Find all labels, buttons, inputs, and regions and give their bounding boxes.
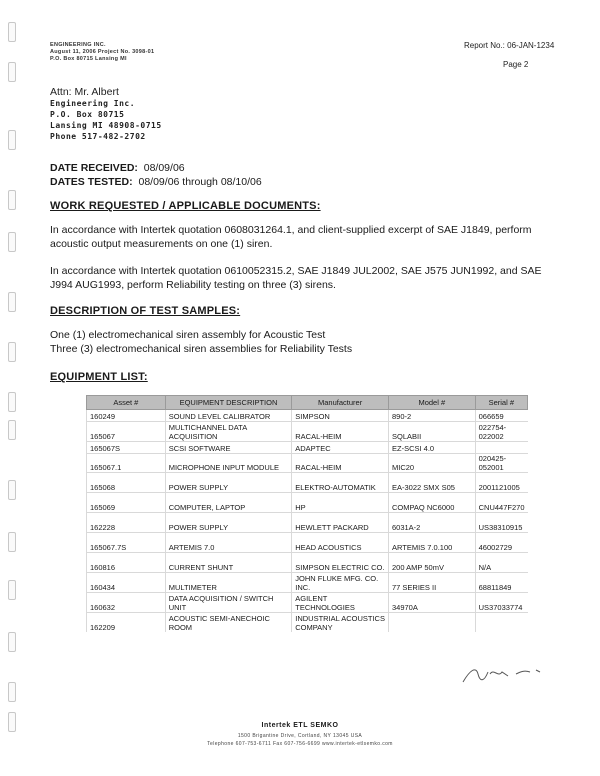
table-row [87, 454, 528, 473]
header-block [50, 42, 154, 63]
asset-cell: 160434 [87, 573, 166, 593]
model-cell: 34970A [388, 593, 475, 613]
description-cell: SOUND LEVEL CALIBRATOR [165, 410, 292, 422]
footer-contact: Telephone 607-753-6711 Fax 607-756-6699 www.intertek-etlsemko.com [207, 741, 393, 747]
punch-hole [8, 62, 16, 82]
test-samples-line-1: One (1) electromechanical siren assembly for Acoustic Test [50, 329, 326, 341]
punch-hole [8, 130, 16, 150]
work-requested-heading: WORK REQUESTED / APPLICABLE DOCUMENTS: [50, 200, 321, 212]
model-cell: COMPAQ NC6000 [388, 493, 475, 513]
punch-hole [8, 190, 16, 210]
punch-hole [8, 292, 16, 312]
manufacturer-cell: AGILENT TECHNOLOGIES [292, 593, 389, 613]
punch-hole [8, 392, 16, 412]
serial-cell: 066659 [475, 410, 527, 422]
table-row [87, 593, 528, 613]
manufacturer-cell: JOHN FLUKE MFG. CO. INC. [292, 573, 389, 593]
page-number: Page 2 [503, 60, 529, 69]
manufacturer-cell: RACAL-HEIM [292, 454, 389, 473]
punch-hole [8, 632, 16, 652]
model-cell: 6031A-2 [388, 513, 475, 533]
attention-line: Attn: Mr. Albert [50, 86, 119, 98]
model-cell: 200 AMP 50mV [388, 553, 475, 573]
asset-cell: 160816 [87, 553, 166, 573]
description-cell: SCSI SOFTWARE [165, 442, 292, 454]
punch-hole [8, 232, 16, 252]
column-header: EQUIPMENT DESCRIPTION [165, 396, 292, 410]
punch-hole [8, 682, 16, 702]
punch-hole [8, 480, 16, 500]
serial-cell: 68811849 [475, 573, 527, 593]
address-line: Lansing MI 48908-0715 [50, 121, 162, 130]
address-line: Phone 517-482-2702 [50, 132, 146, 141]
table-row [87, 613, 528, 633]
punch-hole [8, 22, 16, 42]
asset-cell: 160249 [87, 410, 166, 422]
asset-cell: 165067.7S [87, 533, 166, 553]
column-header: Model # [388, 396, 475, 410]
asset-cell: 165067S [87, 442, 166, 454]
serial-cell: US37033774 [475, 593, 527, 613]
manufacturer-cell: HP [292, 493, 389, 513]
model-cell: SQLABII [388, 422, 475, 442]
date-received-value: 08/09/06 [143, 162, 185, 174]
asset-cell: 162209 [87, 613, 166, 633]
punch-hole [8, 342, 16, 362]
header-line: ENGINEERING INC. [50, 42, 106, 48]
equipment-table [86, 395, 528, 632]
serial-cell: 022754-022002 [475, 422, 527, 442]
footer-address: 1500 Brigantine Drive, Cortland, NY 13045 USA [237, 733, 363, 739]
table-row [87, 513, 528, 533]
asset-cell: 165067.1 [87, 454, 166, 473]
table-header-row [87, 396, 528, 410]
serial-cell [475, 613, 527, 633]
model-cell: 77 SERIES II [388, 573, 475, 593]
model-cell [388, 613, 475, 633]
serial-cell: 46002729 [475, 533, 527, 553]
model-cell: EZ-SCSI 4.0 [388, 442, 475, 454]
description-cell: ACOUSTIC SEMI-ANECHOIC ROOM [165, 613, 292, 633]
description-cell: POWER SUPPLY [165, 473, 292, 493]
punch-hole [8, 532, 16, 552]
test-samples-line-2: Three (3) electromechanical siren assemblies for Reliability Tests [50, 343, 353, 355]
table-row [87, 473, 528, 493]
table-row [87, 493, 528, 513]
test-samples-heading: DESCRIPTION OF TEST SAMPLES: [50, 305, 241, 317]
table-row [87, 553, 528, 573]
description-cell: MULTIMETER [165, 573, 292, 593]
manufacturer-cell: HEWLETT PACKARD [292, 513, 389, 533]
footer-company: Intertek ETL SEMKO [261, 722, 339, 729]
serial-cell: 2001121005 [475, 473, 527, 493]
work-requested-paragraph-1: In accordance with Intertek quotation 0608031264.1, and client-supplied excerpt of SAE J1849, perform acoustic output measurements on one (1) siren. [50, 224, 532, 250]
report-number: Report No.: 06-JAN-1234 [464, 41, 555, 50]
description-cell: DATA ACQUISITION / SWITCH UNIT [165, 593, 292, 613]
asset-cell: 162228 [87, 513, 166, 533]
manufacturer-cell: HEAD ACOUSTICS [292, 533, 389, 553]
serial-cell: US38310915 [475, 513, 527, 533]
manufacturer-cell: ADAPTEC [292, 442, 389, 454]
asset-cell: 165069 [87, 493, 166, 513]
dates-block [50, 161, 262, 189]
table-row [87, 442, 528, 454]
asset-cell: 165067 [87, 422, 166, 442]
column-header: Asset # [87, 396, 166, 410]
description-cell: CURRENT SHUNT [165, 553, 292, 573]
address-block [50, 98, 162, 142]
equipment-heading: EQUIPMENT LIST: [50, 371, 148, 383]
model-cell: MIC20 [388, 454, 475, 473]
dates-tested-value: 08/09/06 through 08/10/06 [138, 176, 262, 188]
description-cell: MULTICHANNEL DATA ACQUISITION [165, 422, 292, 442]
signature-mark [458, 660, 558, 688]
manufacturer-cell: ELEKTRO-AUTOMATIK [292, 473, 389, 493]
table-row [87, 410, 528, 422]
manufacturer-cell: SIMPSON [292, 410, 389, 422]
asset-cell: 160632 [87, 593, 166, 613]
table-row [87, 533, 528, 553]
description-cell: ARTEMIS 7.0 [165, 533, 292, 553]
description-cell: MICROPHONE INPUT MODULE [165, 454, 292, 473]
table-row [87, 422, 528, 442]
work-requested-paragraph-2: In accordance with Intertek quotation 0610052315.2, SAE J1849 JUL2002, SAE J575 JUN1992, and SAE J994 AUG1993, perform Reliability testing on three (3) sirens. [50, 265, 542, 291]
model-cell: EA-3022 SMX S05 [388, 473, 475, 493]
header-line: August 11, 2006 Project No. 3098-01 [50, 49, 155, 55]
address-line: P.O. Box 80715 [50, 110, 125, 119]
serial-cell [475, 442, 527, 454]
manufacturer-cell: RACAL-HEIM [292, 422, 389, 442]
column-header: Manufacturer [292, 396, 389, 410]
description-cell: POWER SUPPLY [165, 513, 292, 533]
table-row [87, 573, 528, 593]
model-cell: ARTEMIS 7.0.100 [388, 533, 475, 553]
punch-hole [8, 420, 16, 440]
dates-tested-label: DATES TESTED: [50, 176, 133, 188]
serial-cell: 020425-052001 [475, 454, 527, 473]
header-line: P.O. Box 80715 Lansing MI [50, 56, 127, 62]
date-received-label: DATE RECEIVED: [50, 162, 138, 174]
serial-cell: CNU447F270 [475, 493, 527, 513]
description-cell: COMPUTER, LAPTOP [165, 493, 292, 513]
asset-cell: 165068 [87, 473, 166, 493]
model-cell: 890-2 [388, 410, 475, 422]
address-line: Engineering Inc. [50, 99, 136, 108]
serial-cell: N/A [475, 553, 527, 573]
column-header: Serial # [475, 396, 527, 410]
punch-hole [8, 580, 16, 600]
manufacturer-cell: SIMPSON ELECTRIC CO. [292, 553, 389, 573]
manufacturer-cell: INDUSTRIAL ACOUSTICS COMPANY [292, 613, 389, 633]
